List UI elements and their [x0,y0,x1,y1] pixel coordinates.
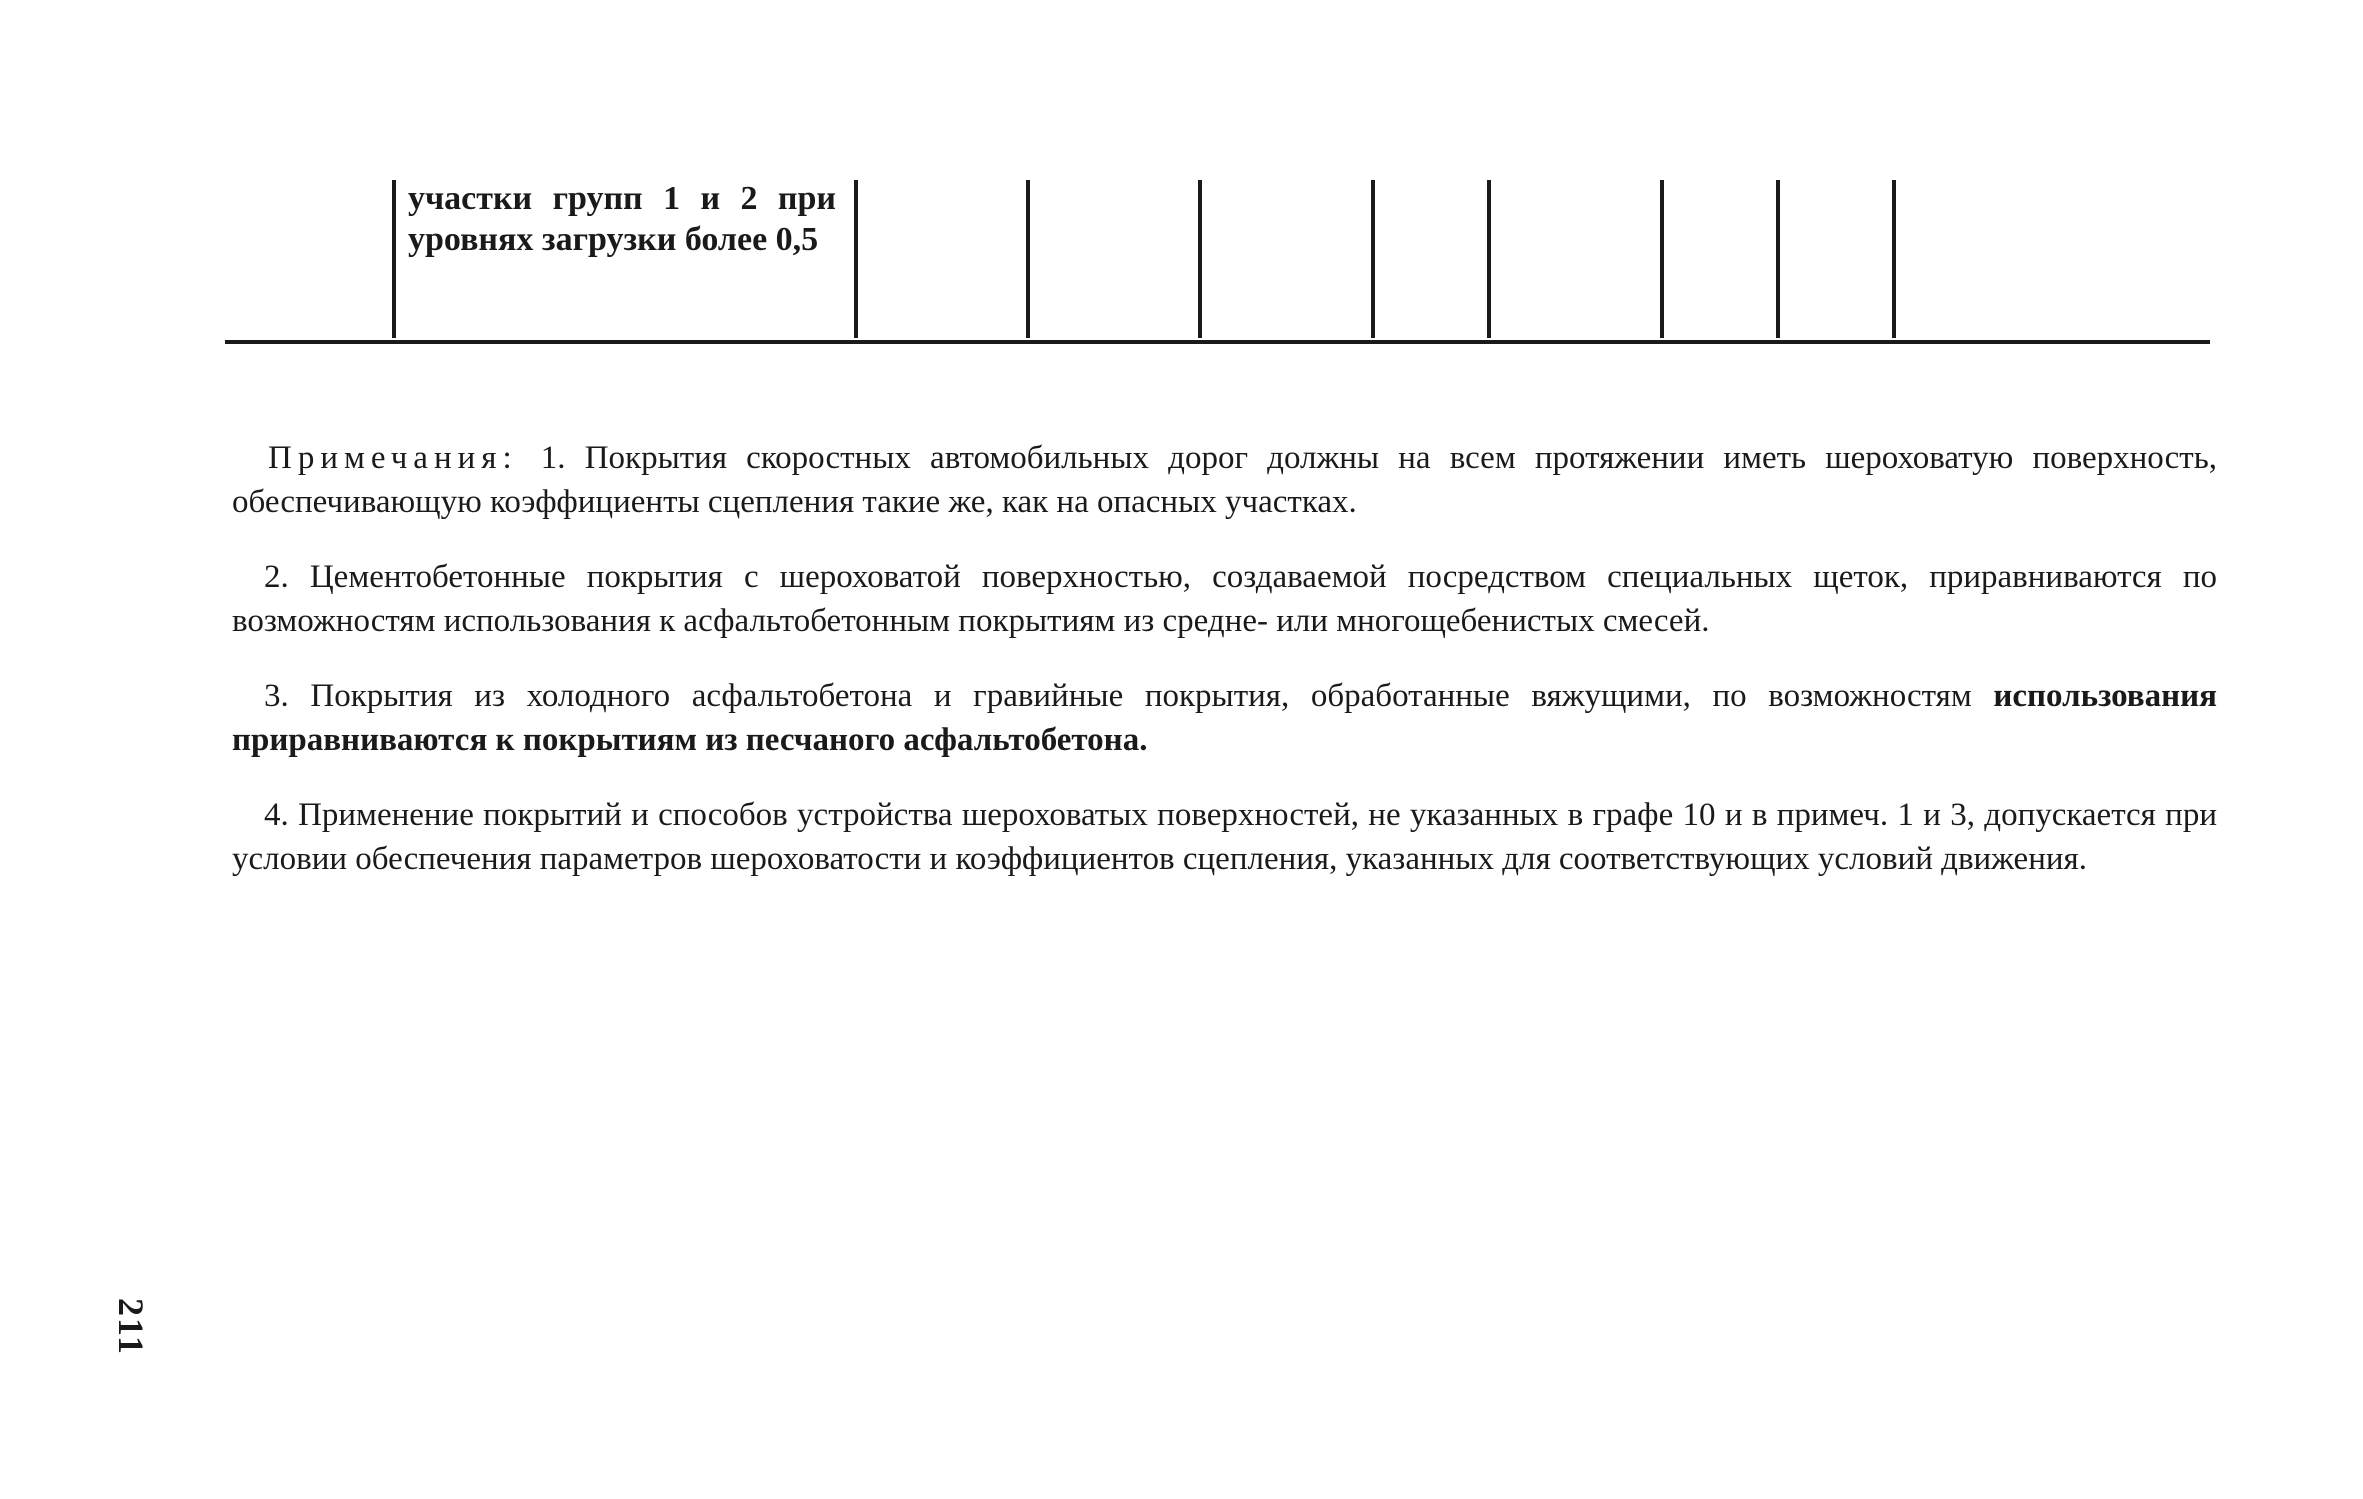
table-column-divider [392,180,396,338]
table-column-divider [1892,180,1896,338]
table-column-divider [854,180,858,338]
note-1-text: 1. Покрытия скоростных автомобильных дорог должны на всем протяжении иметь шероховатую поверхность, обеспечивающую коэффициенты сцепления такие же, как на опасных участках. [232,440,2217,520]
table-column-divider [1026,180,1030,338]
table-column-divider [1776,180,1780,338]
table-column-divider [1371,180,1375,338]
table-column-divider [1198,180,1202,338]
note-3-text-bold: использования приравниваются к покрытиям из песчаного асфальтобетона. [232,678,2218,758]
note-3 [232,674,2217,762]
note-4: 4. Применение покрытий и способов устройства шероховатых поверхностей, не указанных в графе 10 и в примеч. 1 и 3, допускается при условии обеспечения параметров шероховатости и коэффициентов сцепления, указанных для соответствующих условий движения. [232,797,2217,877]
note-1 [232,436,2217,524]
table-cell-text: участки групп 1 и 2 при уровнях загрузки более 0,5 [408,180,836,258]
table-column-divider [1660,180,1664,338]
page-number: 211 [111,1298,151,1357]
note-2: 2. Цементобетонные покрытия с шероховатой поверхностью, создаваемой посредством специальных щеток, приравниваются по возможностям использования к асфальтобетонным покрытиям из средне- или многощебенистых смесей. [232,559,2217,639]
table-column-divider [1487,180,1491,338]
table-fragment [0,0,2363,360]
table-bottom-rule [225,340,2210,344]
note-3-text: 3. Покрытия из холодного асфальтобетона и гравийные покрытия, обработанные вяжущими, по возможностям [264,678,1972,714]
notes-section [232,436,2217,912]
notes-heading: Примечания: [268,440,518,476]
